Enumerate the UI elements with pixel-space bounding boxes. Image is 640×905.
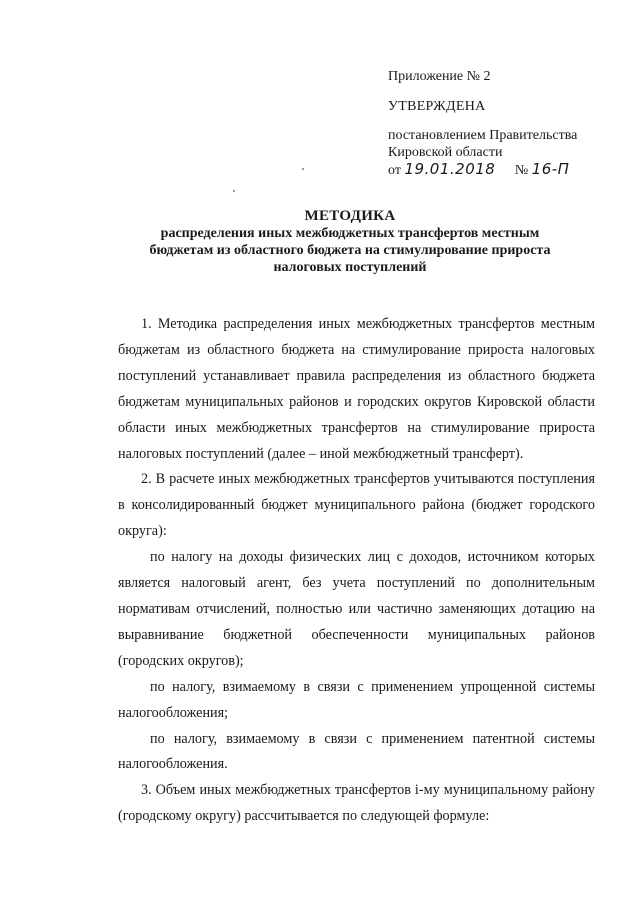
approved-label: УТВЕРЖДЕНА [388,99,486,114]
title-line-1: распределения иных межбюджетных трансфертов местным [160,226,540,241]
appendix-label: Приложение № 2 [388,69,491,84]
paragraph-4: по налогу, взимаемому в связи с применением упрощенной системы налогообложения; [118,678,595,721]
handwritten-number: 16-П [531,160,570,178]
document-body [118,312,595,830]
paragraph-2: 2. В расчете иных межбюджетных трансфертов учитываются поступления в консолидированный бюджет муниципального района (бюджет городского округа): [118,471,595,540]
approval-stamp [388,68,618,179]
date-prefix: от [388,163,401,178]
number-prefix: № [514,163,529,178]
decree-line-1: постановлением Правительства [388,128,578,143]
scan-speck [302,168,304,170]
paragraph-6: 3. Объем иных межбюджетных трансфертов i-му муниципальному району (городскому округу) рассчитывается по следующей формуле: [118,782,595,825]
title-heading: МЕТОДИКА [304,208,396,224]
decree-line-2: Кировской области [388,145,503,160]
paragraph-5: по налогу, взимаемому в связи с применением патентной системы налогообложения. [118,730,595,773]
title-line-3: налоговых поступлений [273,260,427,275]
decree-date-line [388,161,618,179]
document-title [80,208,620,276]
paragraph-1: 1. Методика распределения иных межбюджетных трансфертов местным бюджетам из областного бюджета на стимулирование прироста налоговых поступлений устанавливает правила распределения из областного бюджета бюджетам муниципальных районов и городских округов Кировской области области иных межбюджетных трансфертов на стимулирование прироста налоговых поступлений (далее – иной межбюджетный трансферт). [118,316,595,462]
scan-speck [233,190,235,192]
paragraph-3: по налогу на доходы физических лиц с доходов, источником которых является налоговый агент, без учета поступлений по дополнительным нормативам отчислений, полностью или частично заменяющих дотацию на выравнивание бюджетной обеспеченности муниципальных районов (городских округов); [118,549,595,669]
handwritten-date: 19.01.2018 [404,160,496,178]
title-line-2: бюджетам из областного бюджета на стимулирование прироста [149,243,551,258]
